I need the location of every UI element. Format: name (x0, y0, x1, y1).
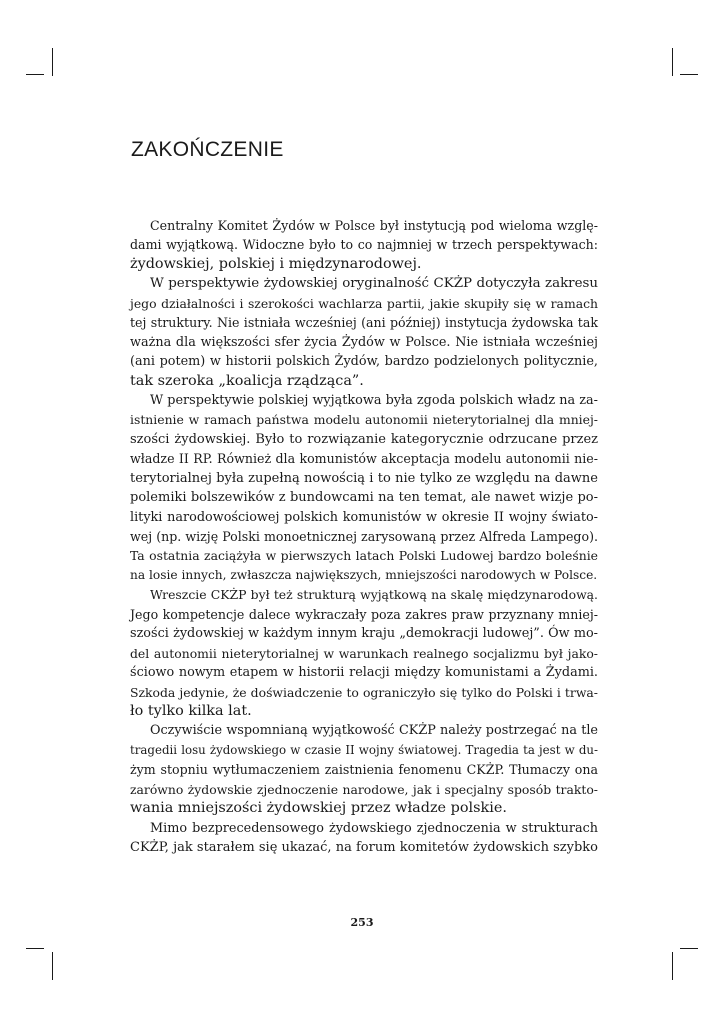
text-line: tragedii losu żydowskiego w czasie II wojny światowej. Tragedia ta jest w du- (130, 742, 598, 757)
text-line: zarówno żydowskie zjednoczenie narodowe, jak i specjalny sposób trakto- (130, 781, 598, 797)
text-line: CKŻP, jak starałem się ukazać, na forum komitetów żydowskich szybko (130, 840, 598, 855)
crop-mark-top-left-horizontal (26, 74, 44, 75)
crop-mark-top-right-vertical (672, 48, 673, 76)
text-line: terytorialnej była zupełną nowością i to nie tylko ze względu na dawne (130, 470, 598, 486)
crop-mark-bottom-left-horizontal (26, 948, 44, 949)
text-line: polemiki bolszewików z bundowcami na ten temat, ale nawet wizje po- (130, 490, 598, 506)
text-line: ważna dla większości sfer życia Żydów w Polsce. Nie istniała wcześniej (130, 334, 598, 350)
chapter-heading: ZAKOŃCZENIE (131, 138, 284, 161)
crop-mark-bottom-right-horizontal (680, 948, 698, 949)
text-line: żydowskiej, polskiej i międzynarodowej. (130, 255, 422, 272)
crop-mark-bottom-right-vertical (672, 952, 673, 980)
text-line: istnienie w ramach państwa modelu autonomii nieterytorialnej dla mniej- (130, 412, 598, 428)
text-line: W perspektywie żydowskiej oryginalność CKŻP dotyczyła zakresu (150, 276, 598, 292)
text-line: Mimo bezprecedensowego żydowskiego zjednoczenia w strukturach (150, 820, 598, 836)
text-line: wania mniejszości żydowskiej przez władze polskie. (130, 800, 507, 817)
text-line: dami wyjątkową. Widoczne było to co najmniej w trzech perspektywach: (130, 237, 598, 253)
text-line: W perspektywie polskiej wyjątkowa była zgoda polskich władz na za- (150, 392, 598, 408)
page-number: 253 (350, 916, 374, 929)
text-line: del autonomii nieterytorialnej w warunkach realnego socjalizmu był jako- (130, 645, 598, 661)
text-line: jego działalności i szerokości wachlarza partii, jakie skupiły się w ramach (130, 295, 598, 311)
text-line: żym stopniu wytłumaczeniem zaistnienia fenomenu CKŻP. Tłumaczy ona (130, 762, 598, 778)
text-line: Centralny Komitet Żydów w Polsce był instytucją pod wieloma wzglę- (150, 218, 598, 233)
text-line: na losie innych, zwłaszcza największych, mniejszości narodowych w Polsce. (130, 567, 598, 582)
text-line: tak szeroka „koalicja rządząca”. (130, 372, 364, 389)
text-line: Szkoda jedynie, że doświadczenie to ograniczyło się tylko do Polski i trwa- (130, 684, 598, 700)
text-line: ło tylko kilka lat. (130, 702, 252, 719)
text-line: szości żydowskiej. Było to rozwiązanie kategorycznie odrzucane przez (130, 431, 598, 447)
text-line: władze II RP. Również dla komunistów akceptacja modelu autonomii nie- (130, 451, 598, 467)
text-line: tej struktury. Nie istniała wcześniej (ani później) instytucja żydowska tak (130, 315, 598, 331)
body-text (130, 216, 598, 857)
text-line: Ta ostatnia zaciążyła w pierwszych latach Polski Ludowej bardzo boleśnie (130, 548, 598, 564)
text-line: Jego kompetencje dalece wykraczały poza zakres praw przyznany mniej- (130, 606, 598, 622)
text-line: wej (np. wizję Polski monoetnicznej zarysowaną przez Alfreda Lampego). (130, 529, 598, 544)
text-line: Oczywiście wspomnianą wyjątkowość CKŻP należy postrzegać na tle (150, 723, 598, 739)
crop-mark-top-left-vertical (52, 48, 53, 76)
text-line: lityki narodowościowej polskich komunistów w okresie II wojny świato- (130, 509, 598, 525)
text-line: Wreszcie CKŻP był też strukturą wyjątkową na skalę międzynarodową. (150, 587, 598, 603)
text-line: ściowo nowym etapem w historii relacji między komunistami a Żydami. (130, 665, 598, 681)
text-line: szości żydowskiej w każdym innym kraju „demokracji ludowej”. Ów mo- (130, 626, 598, 642)
text-line: (ani potem) w historii polskich Żydów, bardzo podzielonych politycznie, (130, 354, 598, 370)
crop-mark-bottom-left-vertical (52, 952, 53, 980)
crop-mark-top-right-horizontal (680, 74, 698, 75)
